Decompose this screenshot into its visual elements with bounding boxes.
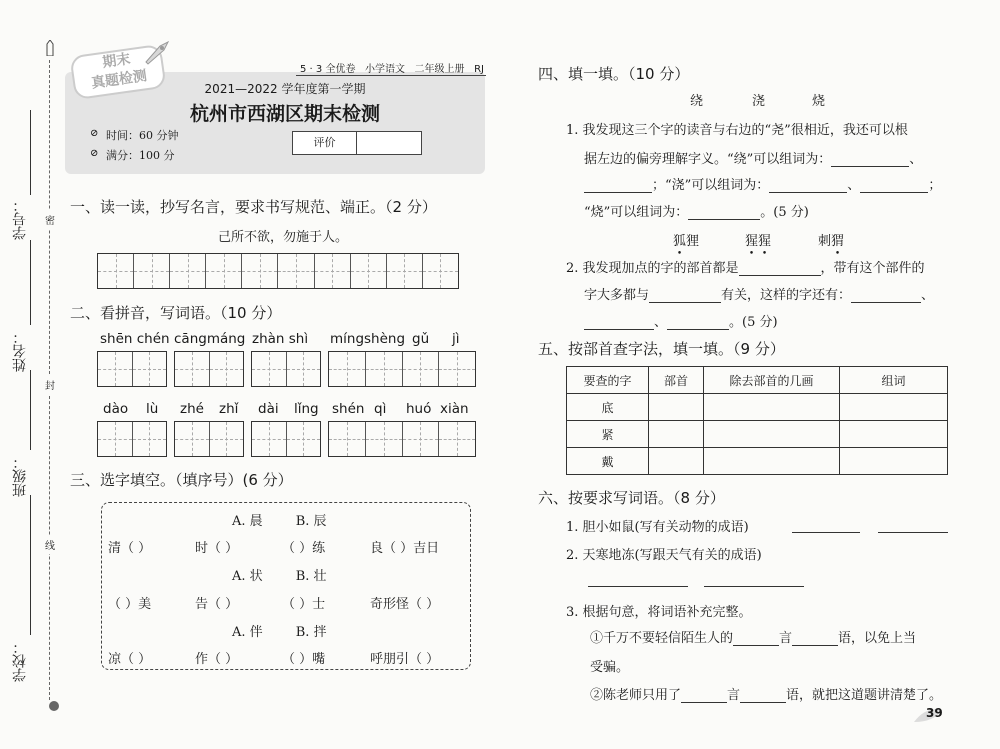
q5-cell[interactable] xyxy=(704,394,840,421)
q3-g3-item-2[interactable]: 作（ ） xyxy=(195,652,239,667)
q6-item-3: 3. 根据句意，将词语补充完整。 xyxy=(566,605,752,620)
q1-writing-grid[interactable] xyxy=(97,253,459,289)
q3-g2-item-4[interactable]: 奇形怪（ ） xyxy=(370,597,440,612)
q4-p1-line4 xyxy=(584,201,809,220)
series-name: 5 · 3 全优卷 xyxy=(300,64,356,75)
seal-char-mi: 密 xyxy=(45,210,55,229)
name-label: 姓名： xyxy=(12,330,28,372)
q6-sentence-1-end: 受骗。 xyxy=(590,660,630,675)
pinyin-11: dài xyxy=(258,401,279,417)
blank-s2-2[interactable] xyxy=(740,689,786,703)
pinyin-12: lǐng xyxy=(294,401,319,417)
q4-p1-line2: 据左边的偏旁理解字义。“绕”可以组词为： 、 xyxy=(584,152,923,167)
q3-g1-item-4[interactable]: 良（ ）吉日 xyxy=(370,541,440,556)
q5-col-radical: 部首 xyxy=(649,367,704,394)
blank-rao-2[interactable] xyxy=(584,179,652,193)
series-line xyxy=(300,60,484,75)
blank-weather-2[interactable] xyxy=(704,586,804,587)
pinyin-13: shén xyxy=(332,401,365,417)
q4-p2-text2: 字大多都与 xyxy=(584,288,650,303)
q4-p2-text2-mid: 有关，这样的字还有： xyxy=(721,288,852,303)
subject-name: 小学语文 xyxy=(365,64,405,75)
q1-quote: 己所不欲，勿施于人。 xyxy=(218,230,349,245)
q4-p2-line2: 字大多都与 有关，这样的字还有： 、 xyxy=(584,288,935,303)
table-row xyxy=(567,421,948,448)
q4-p2-line3: 、 。(5 分) xyxy=(584,311,778,330)
blank-rao-1[interactable] xyxy=(831,153,909,167)
q4-p1-end: 。(5 分) xyxy=(760,205,809,220)
q4-p2-end: 。(5 分) xyxy=(729,315,778,330)
q3-g1-item-1[interactable]: 清（ ） xyxy=(108,541,152,556)
q6-heading: 六、按要求写词语。（8 分） xyxy=(538,489,725,507)
q5-char-1: 底 xyxy=(567,394,649,421)
evaluation-box xyxy=(292,131,422,155)
q5-col-char: 要查的字 xyxy=(567,367,649,394)
q4-char-3: 烧 xyxy=(812,94,826,109)
class-label: 班级： xyxy=(12,455,28,497)
q4-heading: 四、填一填。（10 分） xyxy=(538,65,690,83)
q3-g2-item-1[interactable]: （ ）美 xyxy=(108,597,152,612)
q3-g1-item-2[interactable]: 时（ ） xyxy=(195,541,239,556)
q4-char-1: 绕 xyxy=(690,94,704,109)
blank-animal-1[interactable] xyxy=(792,532,860,533)
q6-item-1-text: 1. 胆小如鼠(写有关动物的成语) xyxy=(566,520,749,535)
pencil-icon xyxy=(45,40,55,54)
q6-sentence-1: ①千万不要轻信陌生人的 言 语，以免上当 xyxy=(590,631,917,646)
pinyin-2: cāngmáng xyxy=(174,331,246,347)
q3-g3-options: A. 伴 B. 拌 xyxy=(232,625,327,640)
school-line xyxy=(30,495,31,635)
blank-more-1[interactable] xyxy=(851,289,921,303)
blank-radical[interactable] xyxy=(739,262,821,276)
answer-box-5[interactable] xyxy=(97,421,167,457)
blank-s2-1[interactable] xyxy=(681,689,727,703)
series-underline xyxy=(296,75,486,76)
q5-col-words: 组词 xyxy=(840,367,948,394)
eval-field[interactable] xyxy=(357,132,421,154)
answer-box-3[interactable] xyxy=(251,351,321,387)
blank-shao[interactable] xyxy=(688,206,760,220)
exam-title: 杭州市西湖区期末检测 xyxy=(189,103,380,125)
blank-s1-2[interactable] xyxy=(792,632,838,646)
q5-cell[interactable] xyxy=(649,421,704,448)
full-score: 满分：100 分 xyxy=(106,149,175,162)
edition-name: RJ xyxy=(474,64,484,75)
pinyin-8: lù xyxy=(146,401,159,417)
q5-header-row xyxy=(567,367,948,394)
q3-g2-item-2[interactable]: 告（ ） xyxy=(195,597,239,612)
q6-item-2: 2. 天寒地冻(写跟天气有关的成语) xyxy=(566,548,762,563)
q1-heading: 一、读一读，抄写名言，要求书写规范、端正。（2 分） xyxy=(70,198,437,216)
q4-p1-text3: ；“浇”可以组词为： xyxy=(652,178,770,193)
blank-s1-1[interactable] xyxy=(733,632,779,646)
blank-related[interactable] xyxy=(649,289,721,303)
pinyin-15: huó xyxy=(406,401,432,417)
id-label: 学号： xyxy=(12,198,28,240)
check-icon: ⊘ xyxy=(90,148,99,159)
pinyin-10: zhǐ xyxy=(219,401,239,417)
time-limit: 时间：60 分钟 xyxy=(106,129,179,142)
q5-cell[interactable] xyxy=(649,448,704,475)
q5-cell[interactable] xyxy=(649,394,704,421)
q5-col-strokes: 除去部首的几画 xyxy=(704,367,840,394)
q4-p1-line1: 1. 我发现这三个字的读音与右边的“尧”很相近，我还可以根 xyxy=(566,123,908,138)
pinyin-6: jì xyxy=(452,331,460,347)
q3-g2-options: A. 状 B. 壮 xyxy=(232,569,327,584)
school-year: 2021—2022 学年度第一学期 xyxy=(204,82,366,96)
eval-label: 评价 xyxy=(293,132,357,154)
q3-g1-item-3[interactable]: （ ）练 xyxy=(282,541,326,556)
pinyin-1: shēn chén xyxy=(100,331,170,347)
answer-box-7[interactable] xyxy=(251,421,321,457)
q5-cell[interactable] xyxy=(704,421,840,448)
answer-box-2[interactable] xyxy=(174,351,244,387)
q5-table xyxy=(566,366,948,475)
q6-sentence-2: ②陈老师只用了 言 语，就把这道题讲清楚了。 xyxy=(590,688,943,703)
rocket-icon xyxy=(142,40,172,70)
q3-g2-item-3[interactable]: （ ）士 xyxy=(282,597,326,612)
blank-more-2[interactable] xyxy=(584,316,654,330)
q2-heading: 二、看拼音，写词语。（10 分） xyxy=(70,304,282,322)
grade-name: 二年级上册 xyxy=(414,64,465,75)
blank-weather-1[interactable] xyxy=(588,586,688,587)
q4-word-1: 狐狸 xyxy=(673,234,700,249)
q5-cell[interactable] xyxy=(704,448,840,475)
q5-cell[interactable] xyxy=(840,394,948,421)
q3-heading: 三、选字填空。（填序号）(6 分） xyxy=(70,471,293,489)
seal-char-feng: 封 xyxy=(45,375,55,394)
q3-g1-options: A. 晨 B. 辰 xyxy=(232,514,327,529)
pinyin-14: qì xyxy=(374,401,387,417)
exam-badge: 期末 真题检测 xyxy=(69,44,166,100)
blank-jiao-2[interactable] xyxy=(860,179,928,193)
q4-p2-line1 xyxy=(566,257,925,276)
binding-end-dot xyxy=(49,701,59,711)
table-row xyxy=(567,448,948,475)
q4-p1-text4: “烧”可以组词为： xyxy=(584,205,689,220)
pinyin-9: zhé xyxy=(180,401,204,417)
pinyin-3: zhàn shì xyxy=(252,331,309,347)
answer-box-4[interactable] xyxy=(328,351,476,387)
q5-cell[interactable] xyxy=(840,421,948,448)
q5-char-2: 紧 xyxy=(567,421,649,448)
q4-char-2: 浇 xyxy=(752,94,766,109)
q5-char-3: 戴 xyxy=(567,448,649,475)
school-label: 学校： xyxy=(12,640,28,682)
pinyin-5: gǔ xyxy=(412,331,430,347)
answer-box-1[interactable] xyxy=(97,351,167,387)
pinyin-7: dào xyxy=(103,401,129,417)
seal-char-xian: 线 xyxy=(45,535,55,554)
class-line xyxy=(30,370,31,450)
q5-cell[interactable] xyxy=(840,448,948,475)
q4-p1-line3: ；“浇”可以组词为： 、 ； xyxy=(584,174,941,193)
clock-icon: ⊘ xyxy=(90,128,99,139)
q6-item-1 xyxy=(566,516,749,535)
q3-g3-item-4[interactable]: 呼朋引（ ） xyxy=(370,652,440,667)
page-number: 39 xyxy=(926,706,943,720)
q4-p2-text1-end: ，带有这个部件的 xyxy=(820,261,925,276)
id-line xyxy=(30,110,31,195)
q4-p1-text2: 据左边的偏旁理解字义。“绕”可以组词为： xyxy=(584,152,832,167)
answer-box-8[interactable] xyxy=(328,421,476,457)
blank-more-3[interactable] xyxy=(667,316,729,330)
pinyin-16: xiàn xyxy=(440,401,469,417)
q4-word-2: 猩猩 xyxy=(745,234,772,249)
name-line xyxy=(30,240,31,325)
q3-g3-item-3[interactable]: （ ）嘴 xyxy=(282,652,326,667)
q4-p2-text1: 2. 我发现加点的字的部首都是 xyxy=(566,261,739,276)
q3-g3-item-1[interactable]: 凉（ ） xyxy=(108,652,152,667)
pinyin-4: míngshèng xyxy=(330,331,406,347)
q4-word-3: 刺猬 xyxy=(818,234,845,249)
blank-jiao-1[interactable] xyxy=(769,179,847,193)
table-row xyxy=(567,394,948,421)
q5-heading: 五、按部首查字法，填一填。（9 分） xyxy=(538,340,785,358)
answer-box-6[interactable] xyxy=(174,421,244,457)
blank-animal-2[interactable] xyxy=(878,532,948,533)
